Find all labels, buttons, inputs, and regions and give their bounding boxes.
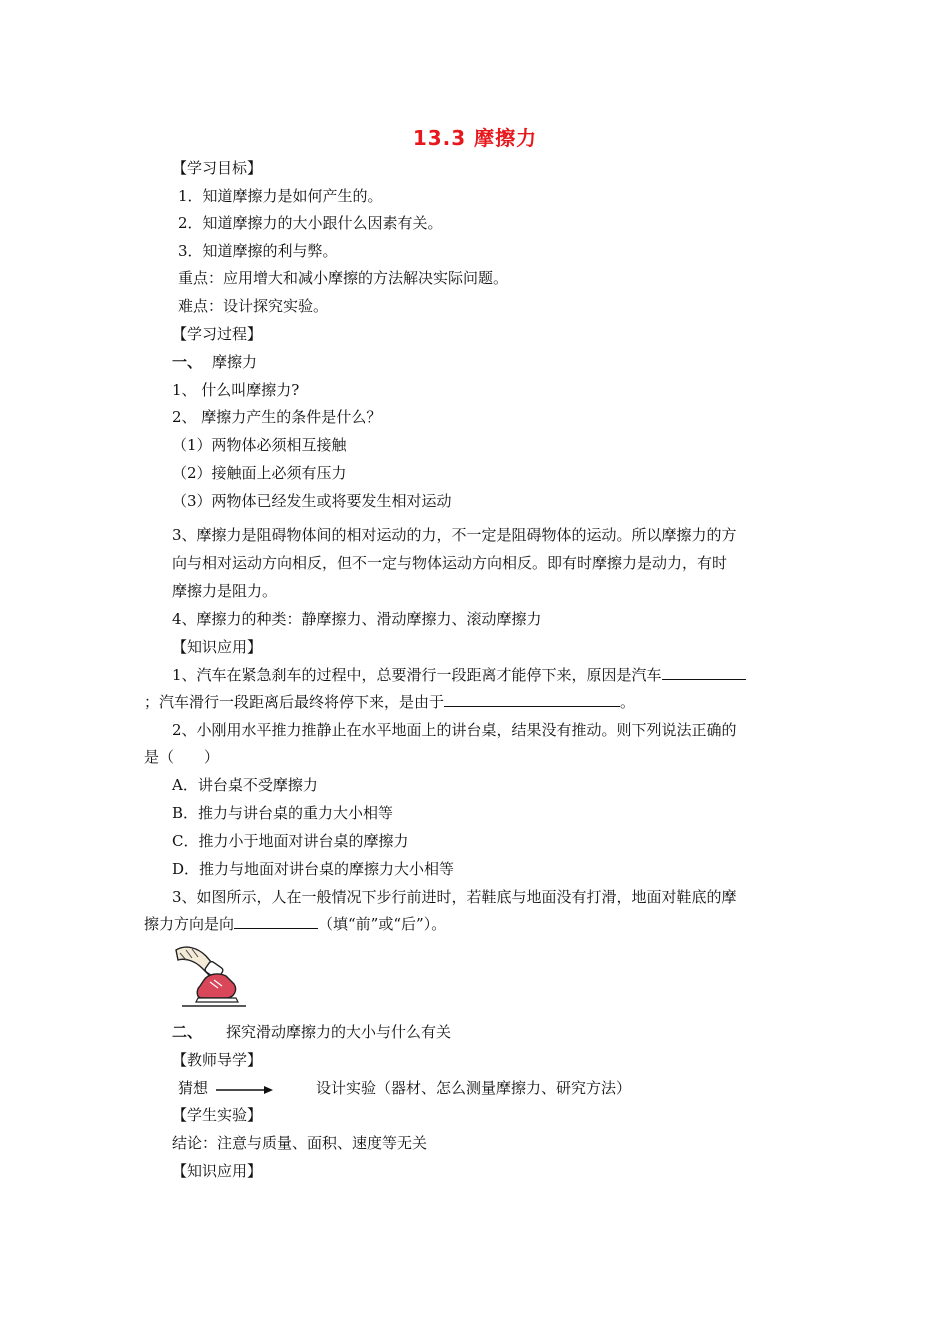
- option-a: A．讲台桌不受摩擦力: [172, 776, 318, 794]
- section2-number: 二、: [172, 1023, 203, 1041]
- section1-title: 摩擦力: [212, 353, 258, 371]
- answer-blank-3[interactable]: [234, 914, 318, 929]
- application-header-2: 【知识应用】: [172, 1162, 263, 1180]
- app-question-2-line-1: 2、小刚用水平推力推静止在水平地面上的讲台桌，结果没有推动。则下列说法正确的: [172, 721, 737, 739]
- app-question-3-line-2: [144, 914, 446, 934]
- condition-3: （3）两物体已经发生或将要发生相对运动: [172, 492, 452, 510]
- app-question-2-line-2: 是（ ）: [144, 748, 220, 766]
- section2-title: 探究滑动摩擦力的大小与什么有关: [226, 1023, 452, 1041]
- goal-item-1: 1．知道摩擦力是如何产生的。: [178, 187, 383, 205]
- goal-item-2: 2．知道摩擦力的大小跟什么因素有关。: [178, 214, 443, 232]
- answer-blank-1[interactable]: [662, 665, 746, 680]
- condition-2: （2）接触面上必须有压力: [172, 464, 347, 482]
- app-question-1-end: 。: [620, 693, 636, 711]
- student-experiment-header: 【学生实验】: [172, 1106, 263, 1124]
- answer-blank-2[interactable]: [444, 692, 620, 707]
- app-question-1-text-b: ；汽车滑行一段距离后最终将停下来，是由于: [144, 693, 445, 711]
- section2-heading: [172, 1022, 451, 1042]
- paragraph-3-line-2: 向与相对运动方向相反，但不一定与物体运动方向相反。即有时摩擦力是动力，有时: [172, 554, 728, 572]
- option-c: C．推力小于地面对讲台桌的摩擦力: [172, 832, 409, 850]
- arrow-right-icon: [216, 1085, 274, 1095]
- key-point: 重点：应用增大和减小摩擦的方法解决实际问题。: [178, 269, 509, 287]
- conclusion: 结论：注意与质量、面积、速度等无关: [172, 1134, 428, 1152]
- section1-heading: [172, 352, 257, 372]
- app-question-3-line-1: 3、如图所示，人在一般情况下步行前进时，若鞋底与地面没有打滑，地面对鞋底的摩: [172, 888, 737, 906]
- paragraph-4: 4、摩擦力的种类：静摩擦力、滑动摩擦力、滚动摩擦力: [172, 610, 542, 628]
- teacher-guide-header: 【教师导学】: [172, 1051, 263, 1069]
- question-2: 2、 摩擦力产生的条件是什么？: [172, 408, 382, 426]
- page-title: 13.3 摩擦力: [412, 126, 538, 150]
- walking-shoe-illustration: [172, 940, 252, 1012]
- option-b: B．推力与讲台桌的重力大小相等: [172, 804, 394, 822]
- app-question-1-line-2: [144, 692, 635, 712]
- application-header: 【知识应用】: [172, 638, 263, 656]
- design-experiment: 设计实验（器材、怎么测量摩擦力、研究方法）: [316, 1079, 632, 1097]
- paragraph-3-line-1: 3、摩擦力是阻碍物体间的相对运动的力，不一定是阻碍物体的运动。所以摩擦力的方: [172, 526, 737, 544]
- section1-number: 一、: [172, 353, 203, 371]
- question-1: 1、 什么叫摩擦力?: [172, 381, 300, 399]
- app-question-3-text-b1: 擦力方向是向: [144, 915, 235, 933]
- goals-header: 【学习目标】: [172, 159, 263, 177]
- option-d: D．推力与地面对讲台桌的摩擦力大小相等: [172, 860, 455, 878]
- app-question-1-line-1: [172, 665, 746, 685]
- process-header: 【学习过程】: [172, 325, 263, 343]
- app-question-1-text-a: 1、汽车在紧急刹车的过程中，总要滑行一段距离才能停下来，原因是汽车: [172, 666, 662, 684]
- condition-1: （1）两物体必须相互接触: [172, 436, 347, 454]
- guess-label: 猜想: [178, 1079, 209, 1097]
- goal-item-3: 3．知道摩擦的利与弊。: [178, 242, 338, 260]
- difficulty: 难点：设计探究实验。: [178, 297, 329, 315]
- paragraph-3-line-3: 摩擦力是阻力。: [172, 582, 278, 600]
- app-question-3-text-b2: （填“前”或“后”）。: [318, 915, 447, 933]
